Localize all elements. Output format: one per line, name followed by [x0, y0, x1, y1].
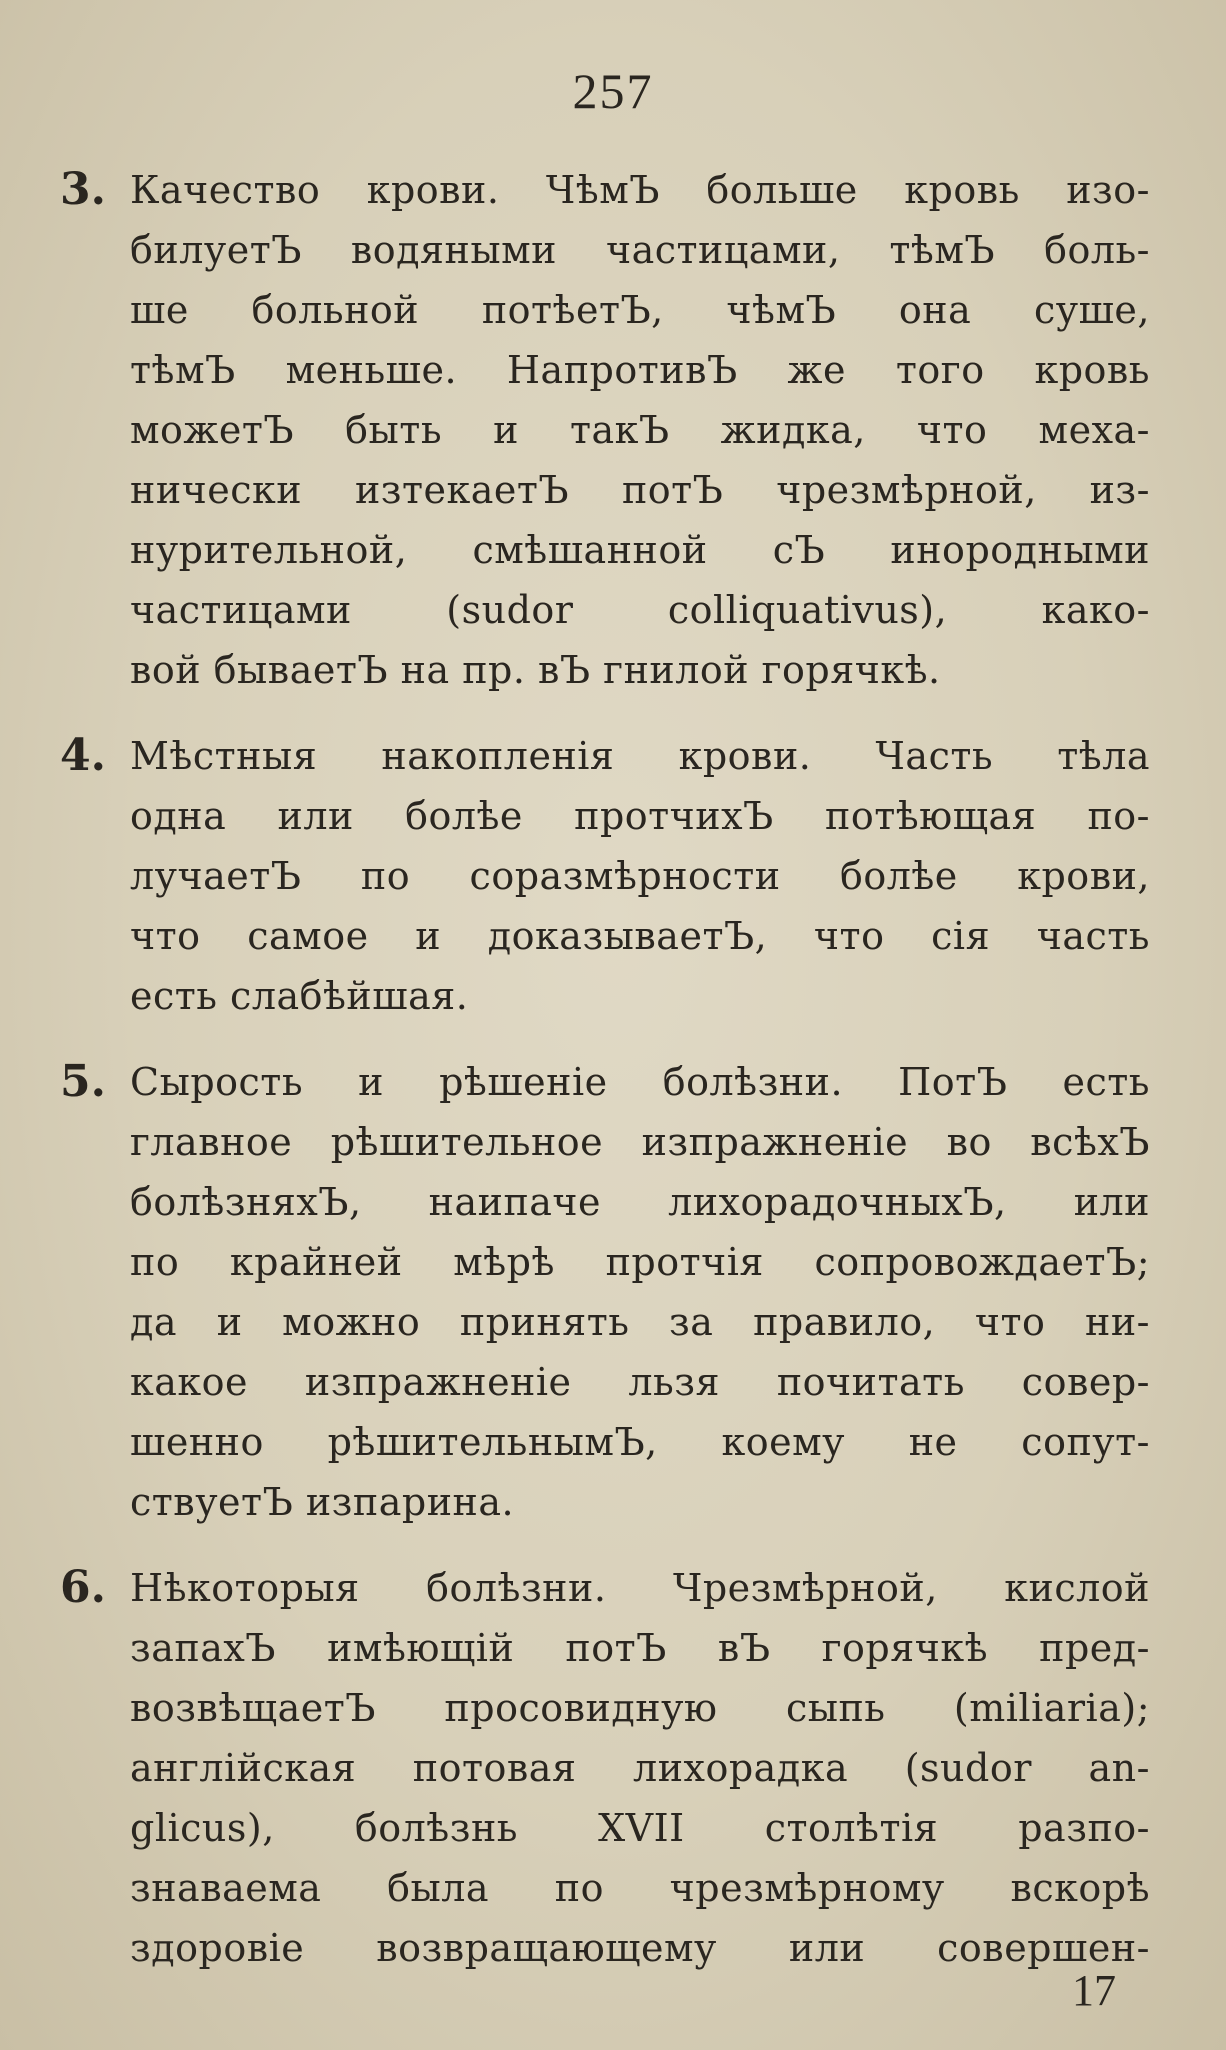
text-line: возвѣщаетЪ просовидную сыпь (miliaria);: [130, 1686, 1150, 1730]
text-line: ше больной потѣетЪ, чѣмЪ она суше,: [130, 288, 1150, 332]
text-line: лучаетЪ по соразмѣрности болѣе крови,: [130, 854, 1150, 898]
text-line: тѣмЪ меньше. НапротивЪ же того кровь: [130, 348, 1150, 392]
text-line: знаваема была по чрезмѣрному вскорѣ: [130, 1866, 1150, 1910]
text-line: можетЪ быть и такЪ жидка, что меха-: [130, 408, 1150, 452]
list-item-5: [60, 1052, 1150, 1532]
text-line: Нѣкоторыя болѣзни. Чрезмѣрной, кислой: [130, 1566, 1150, 1610]
text-line: Мѣстныя накопленія крови. Часть тѣла: [130, 734, 1150, 778]
text-line: нурительной, смѣшанной сЪ инородными: [130, 528, 1150, 572]
text-line: билуетЪ водяными частицами, тѣмЪ боль-: [130, 228, 1150, 272]
text-line: по крайней мѣрѣ протчія сопровождаетЪ;: [130, 1240, 1150, 1284]
text-line: болѣзняхЪ, наипаче лихорадочныхЪ, или: [130, 1180, 1150, 1224]
list-item-6: [60, 1558, 1150, 1978]
text-line: запахЪ имѣющій потЪ вЪ горячкѣ пред-: [130, 1626, 1150, 1670]
text-line: какое изпражненіе льзя почитать совер-: [130, 1360, 1150, 1404]
text-line: glicus), болѣзнь XVII столѣтія разпо-: [130, 1806, 1150, 1850]
text-line: одна или болѣе протчихЪ потѣющая по-: [130, 794, 1150, 838]
item-number: 6.: [60, 1562, 106, 1613]
text-line: англійская потовая лихорадка (sudor an-: [130, 1746, 1150, 1790]
text-line: да и можно принять за правило, что ни-: [130, 1300, 1150, 1344]
text-line: шенно рѣшительнымЪ, коему не сопут-: [130, 1420, 1150, 1464]
text-line: главное рѣшительное изпражненіе во всѣхЪ: [130, 1120, 1150, 1164]
text-line: есть слабѣйшая.: [130, 974, 469, 1018]
text-line: ствуетЪ изпарина.: [130, 1480, 515, 1524]
text-line: частицами (sudor colliquativus), како-: [130, 588, 1150, 632]
item-number: 4.: [60, 730, 106, 781]
numbered-list: [60, 160, 1150, 2004]
signature-mark: 17: [1072, 1966, 1116, 2015]
text-line: Сырость и рѣшеніе болѣзни. ПотЪ есть: [130, 1060, 1150, 1104]
text-line: Качество крови. ЧѣмЪ больше кровь изо-: [130, 168, 1150, 212]
text-line: нически изтекаетЪ потЪ чрезмѣрной, из-: [130, 468, 1150, 512]
item-number: 5.: [60, 1056, 106, 1107]
text-line: вой бываетЪ на пр. вЪ гнилой горячкѣ.: [130, 648, 941, 692]
page-number: 257: [572, 63, 654, 119]
text-line: что самое и доказываетЪ, что сія часть: [130, 914, 1150, 958]
list-item-4: [60, 726, 1150, 1026]
item-number: 3.: [60, 164, 106, 215]
text-line: здоровіе возвращающему или совершен-: [130, 1926, 1150, 1970]
list-item-3: [60, 160, 1150, 700]
